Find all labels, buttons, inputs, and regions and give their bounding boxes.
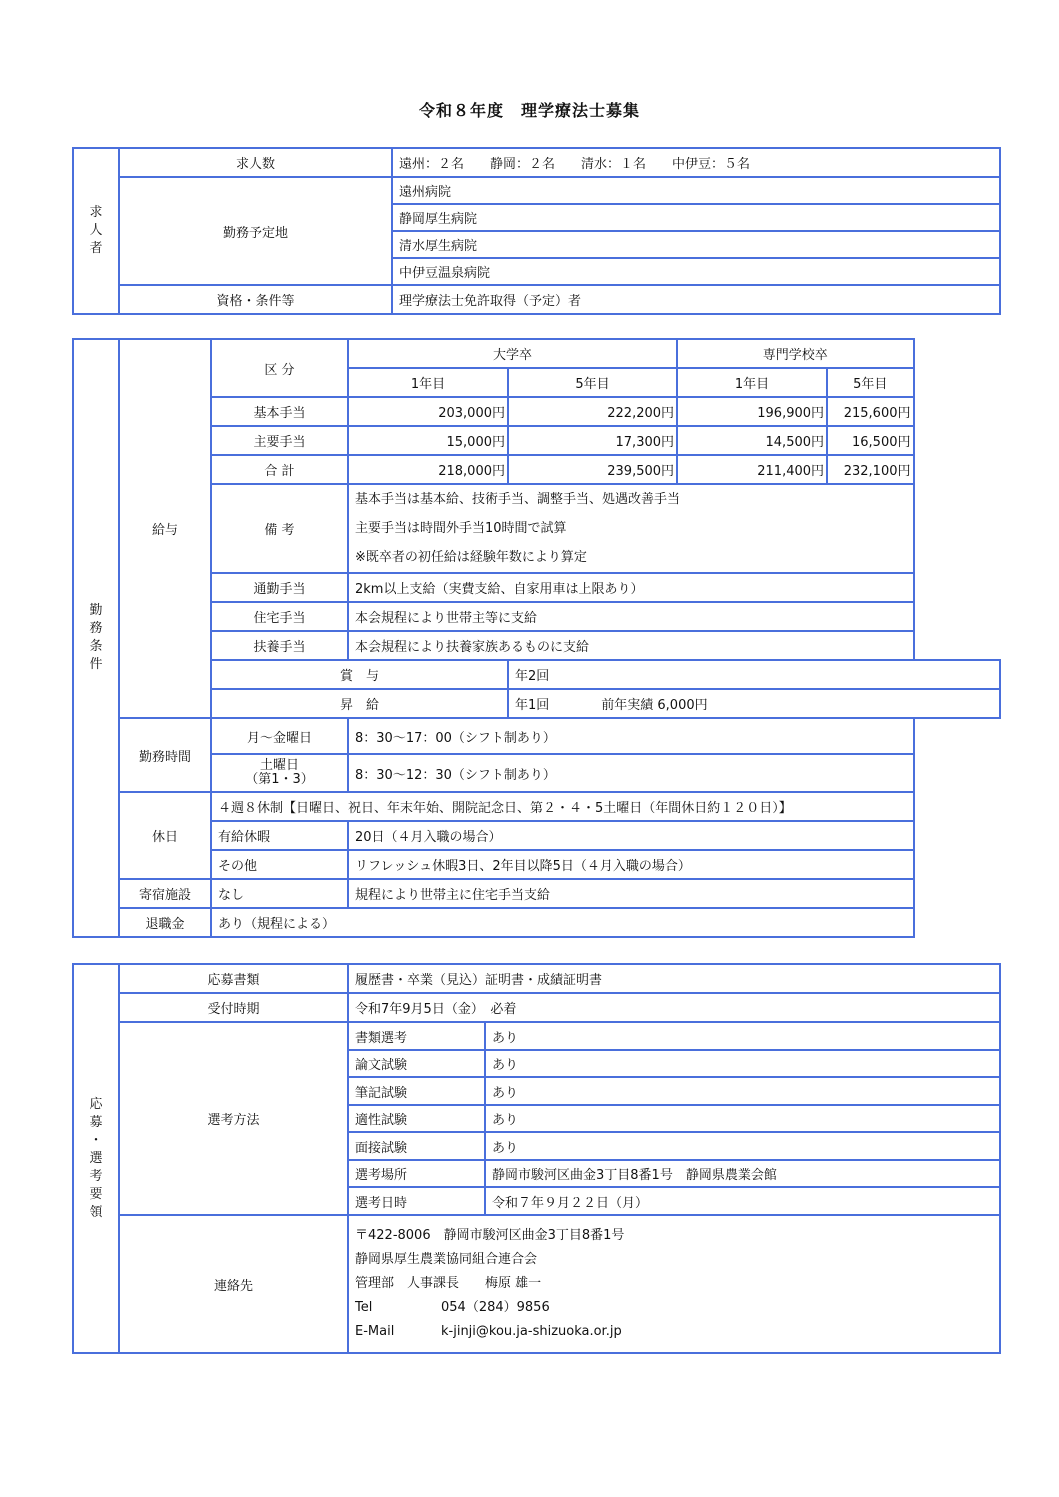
salary-row-label: 合 計 xyxy=(211,455,348,484)
location-item: 中伊豆温泉病院 xyxy=(392,258,1000,285)
weekday-label: 月～金曜日 xyxy=(211,718,348,754)
salary-cell: 15,000円 xyxy=(348,426,508,455)
housing-label: 住宅手当 xyxy=(211,602,348,631)
salary-label: 給与 xyxy=(119,339,211,718)
commute-label: 通勤手当 xyxy=(211,573,348,602)
univ-header: 大学卒 xyxy=(348,339,677,368)
salary-cell: 215,600円 xyxy=(827,397,913,426)
year-header: 5年目 xyxy=(508,368,677,397)
conditions-section-label: 勤 務 条 件 xyxy=(73,339,119,937)
year-header: 1年目 xyxy=(348,368,508,397)
selection-row-label: 選考日時 xyxy=(348,1187,485,1215)
contact-label: 連絡先 xyxy=(119,1215,348,1353)
selection-label: 選考方法 xyxy=(119,1022,348,1215)
bonus-value: 年2回 xyxy=(508,660,1000,689)
documents-value: 履歴書・卒業（見込）証明書・成績証明書 xyxy=(348,964,1000,993)
application-table xyxy=(72,963,1001,1354)
holiday-label: 休日 xyxy=(119,792,211,879)
saturday-value: 8：30～12：30（シフト制あり） xyxy=(348,754,914,792)
selection-row-value: あり xyxy=(485,1105,1000,1132)
senmon-header: 専門学校卒 xyxy=(677,339,913,368)
salary-cell: 17,300円 xyxy=(508,426,677,455)
documents-label: 応募書類 xyxy=(119,964,348,993)
page-title: 令和８年度 理学療法士募集 xyxy=(418,101,640,120)
weekday-value: 8：30～17：00（シフト制あり） xyxy=(348,718,914,754)
selection-row-value: 静岡市駿河区曲金3丁目8番1号 静岡県農業会館 xyxy=(485,1160,1000,1187)
salary-cell: 211,400円 xyxy=(677,455,827,484)
dependent-label: 扶養手当 xyxy=(211,631,348,660)
reception-label: 受付時期 xyxy=(119,993,348,1022)
reception-value: 令和7年9月5日（金） 必着 xyxy=(348,993,1000,1022)
contact-org: 静岡県厚生農業協同組合連合会 xyxy=(355,1252,538,1267)
salary-cell: 196,900円 xyxy=(677,397,827,426)
other-leave-label: その他 xyxy=(211,850,348,879)
raise-label: 昇 給 xyxy=(211,689,508,718)
qualification-label: 資格・条件等 xyxy=(119,285,392,314)
selection-row-value: あり xyxy=(485,1132,1000,1160)
year-header: 5年目 xyxy=(827,368,913,397)
count-value: 遠州：２名 静岡：２名 清水：１名 中伊豆：５名 xyxy=(392,148,1000,177)
selection-row-label: 書類選考 xyxy=(348,1022,485,1050)
bonus-label: 賞 与 xyxy=(211,660,508,689)
count-label: 求人数 xyxy=(119,148,392,177)
selection-row-label: 論文試験 xyxy=(348,1050,485,1077)
retirement-label: 退職金 xyxy=(119,908,211,937)
hours-label: 勤務時間 xyxy=(119,718,211,792)
selection-row-value: あり xyxy=(485,1050,1000,1077)
contact-mail: E-Mail k-jinji@kou.ja-shizuoka.or.jp xyxy=(355,1324,622,1339)
location-item: 遠州病院 xyxy=(392,177,1000,204)
dormitory-value: なし xyxy=(211,879,348,908)
location-label: 勤務予定地 xyxy=(119,177,392,285)
retirement-value: あり（規程による） xyxy=(211,908,914,937)
paid-leave-label: 有給休暇 xyxy=(211,821,348,850)
contact-address: 〒422-8006 静岡市駿河区曲金3丁目8番1号 xyxy=(355,1228,625,1243)
recruit-section-label: 求 人 者 xyxy=(73,148,119,314)
holiday-value: ４週８休制【日曜日、祝日、年末年始、開院記念日、第２・４・5土曜日（年間休日約１２０日）】 xyxy=(211,792,914,821)
year-header: 1年目 xyxy=(677,368,827,397)
selection-row-label: 選考場所 xyxy=(348,1160,485,1187)
contact-tel: Tel 054（284）9856 xyxy=(355,1300,550,1315)
location-item: 静岡厚生病院 xyxy=(392,204,1000,231)
other-leave-value: リフレッシュ休暇3日、2年目以降5日（４月入職の場合） xyxy=(348,850,914,879)
qualification-value: 理学療法士免許取得（予定）者 xyxy=(392,285,1000,314)
location-item: 清水厚生病院 xyxy=(392,231,1000,258)
selection-row-label: 面接試験 xyxy=(348,1132,485,1160)
salary-row-label: 基本手当 xyxy=(211,397,348,426)
raise-value: 年1回 前年実績 6,000円 xyxy=(508,689,1000,718)
salary-cell: 14,500円 xyxy=(677,426,827,455)
kubun-label: 区 分 xyxy=(211,339,348,397)
salary-cell: 239,500円 xyxy=(508,455,677,484)
salary-cell: 232,100円 xyxy=(827,455,913,484)
salary-cell: 222,200円 xyxy=(508,397,677,426)
dependent-value: 本会規程により扶養家族あるものに支給 xyxy=(348,631,914,660)
application-section-label: 応 募 ・ 選 考 要 領 xyxy=(73,964,119,1353)
selection-row-value: 令和７年９月２２日（月） xyxy=(485,1187,1000,1215)
saturday-label: 土曜日 （第1・3） xyxy=(211,754,348,792)
commute-value: 2km以上支給（実費支給、自家用車は上限あり） xyxy=(348,573,914,602)
remarks-value: 基本手当は基本給、技術手当、調整手当、処遇改善手当 主要手当は時間外手当10時間で試算 ※既卒者の初任給は経験年数により算定 xyxy=(348,484,914,573)
selection-row-label: 筆記試験 xyxy=(348,1077,485,1105)
salary-cell: 203,000円 xyxy=(348,397,508,426)
selection-row-value: あり xyxy=(485,1077,1000,1105)
remarks-label: 備 考 xyxy=(211,484,348,573)
paid-leave-value: 20日（４月入職の場合） xyxy=(348,821,914,850)
selection-row-label: 適性試験 xyxy=(348,1105,485,1132)
salary-cell: 218,000円 xyxy=(348,455,508,484)
housing-value: 本会規程により世帯主等に支給 xyxy=(348,602,914,631)
selection-row-value: あり xyxy=(485,1022,1000,1050)
salary-row-label: 主要手当 xyxy=(211,426,348,455)
salary-cell: 16,500円 xyxy=(827,426,913,455)
dormitory-label: 寄宿施設 xyxy=(119,879,211,908)
contact-person: 管理部 人事課長 梅原 雄一 xyxy=(355,1276,542,1291)
recruit-table xyxy=(72,147,1001,315)
dormitory-note: 規程により世帯主に住宅手当支給 xyxy=(348,879,914,908)
conditions-table xyxy=(72,338,1001,938)
contact-value xyxy=(348,1215,1000,1353)
